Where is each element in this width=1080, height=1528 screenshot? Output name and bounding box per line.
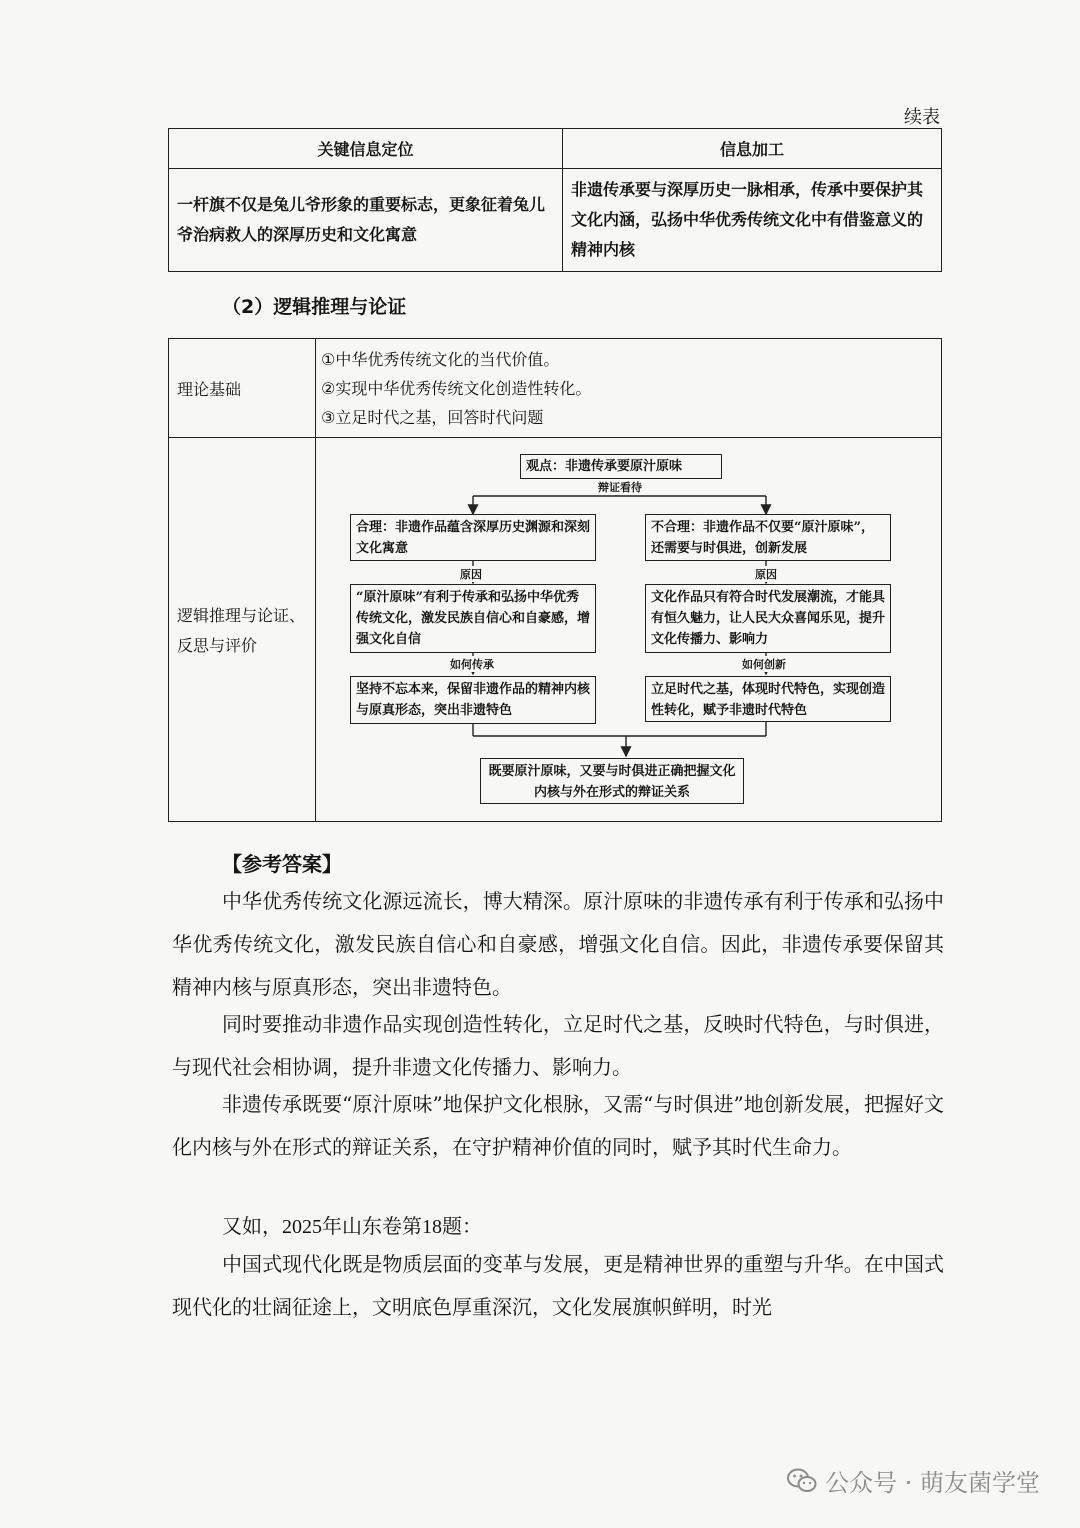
watermark-text: 公众号 · 萌友菌学堂: [825, 1469, 1040, 1497]
watermark: [787, 1463, 1040, 1498]
continued-table-label: 续表: [904, 107, 940, 128]
flow-bottom-box: 既要原汁原味，又要与时俱进正确把握文化内核与外在形式的辩证关系: [480, 758, 744, 804]
flow-left-box-3: 坚持不忘本来，保留非遗作品的精神内核与原真形态，突出非遗特色: [350, 676, 596, 724]
table-header: 关键信息定位: [169, 129, 563, 169]
flow-caption: 如何传承: [450, 658, 494, 671]
row-label-theory: 理论基础: [177, 380, 242, 399]
flow-caption: 如何创新: [742, 658, 786, 671]
flow-caption: 辩证看待: [598, 481, 642, 494]
example-intro: 又如，2025年山东卷第18题：: [222, 1216, 482, 1238]
answer-paragraph: 同时要推动非遗作品实现创造性转化，立足时代之基，反映时代特色，与时俱进，与现代社会相协调，提升非遗文化传播力、影响力。: [172, 1012, 944, 1079]
flow-left-box-2: “原汁原味”有利于传承和弘扬中华优秀传统文化，激发民族自信心和自豪感，增强文化自信: [350, 584, 596, 653]
flowchart: [168, 338, 942, 822]
answer-paragraph: 中华优秀传统文化源远流长，博大精深。原汁原味的非遗传承有利于传承和弘扬中华优秀传统文化，激发民族自信心和自豪感，增强文化自信。因此，非遗传承要保留其精神内核与原真形态，突出非遗特色。: [172, 889, 944, 999]
table-cell: 一杆旗不仅是兔儿爷形象的重要标志，更象征着兔儿爷治病救人的深厚历史和文化寓意: [169, 169, 563, 272]
table-row: [169, 169, 942, 272]
info-table: [168, 128, 942, 272]
flow-top-box: 观点：非遗传承要原汁原味: [520, 454, 722, 479]
theory-item: ②实现中华优秀传统文化创造性转化。: [321, 379, 592, 398]
theory-item: ③立足时代之基，回答时代问题: [321, 408, 544, 427]
example-paragraph: 中国式现代化既是物质层面的变革与发展，更是精神世界的重塑与升华。在中国式现代化的壮阔征途上，文明底色厚重深沉，文化发展旗帜鲜明，时光: [172, 1252, 944, 1319]
answer-paragraph: 非遗传承既要“原汁原味”地保护文化根脉，又需“与时俱进”地创新发展，把握好文化内核与外在形式的辩证关系，在守护精神价值的同时，赋予其时代生命力。: [172, 1092, 944, 1159]
section-title: （2）逻辑推理与论证: [222, 296, 407, 318]
flow-caption: 原因: [460, 568, 482, 581]
row-label-line: 逻辑推理与论证、: [177, 606, 306, 625]
row-label-line: 反思与评价: [177, 636, 258, 655]
table-cell: 非遗传承要与深厚历史一脉相承，传承中要保护其文化内涵，弘扬中华优秀传统文化中有借鉴意义的精神内核: [563, 169, 942, 272]
flowchart-connectors: [168, 338, 942, 822]
answer-title: 【参考答案】: [222, 852, 342, 876]
flow-right-box-3: 立足时代之基，体现时代特色，实现创造性转化，赋予非遗时代特色: [645, 676, 891, 722]
flow-left-box-1: 合理：非遗作品蕴含深厚历史渊源和深刻文化寓意: [350, 514, 596, 561]
wechat-icon: [787, 1468, 817, 1494]
theory-item: ①中华优秀传统文化的当代价值。: [321, 350, 560, 369]
table-header: 信息加工: [563, 129, 942, 169]
flow-caption: 原因: [755, 568, 777, 581]
flow-right-box-2: 文化作品只有符合时代发展潮流，才能具有恒久魅力，让人民大众喜闻乐见，提升文化传播力、影响力: [645, 584, 891, 653]
flow-right-box-1: 不合理：非遗作品不仅要“原汁原味”，还需要与时俱进，创新发展: [645, 514, 891, 561]
